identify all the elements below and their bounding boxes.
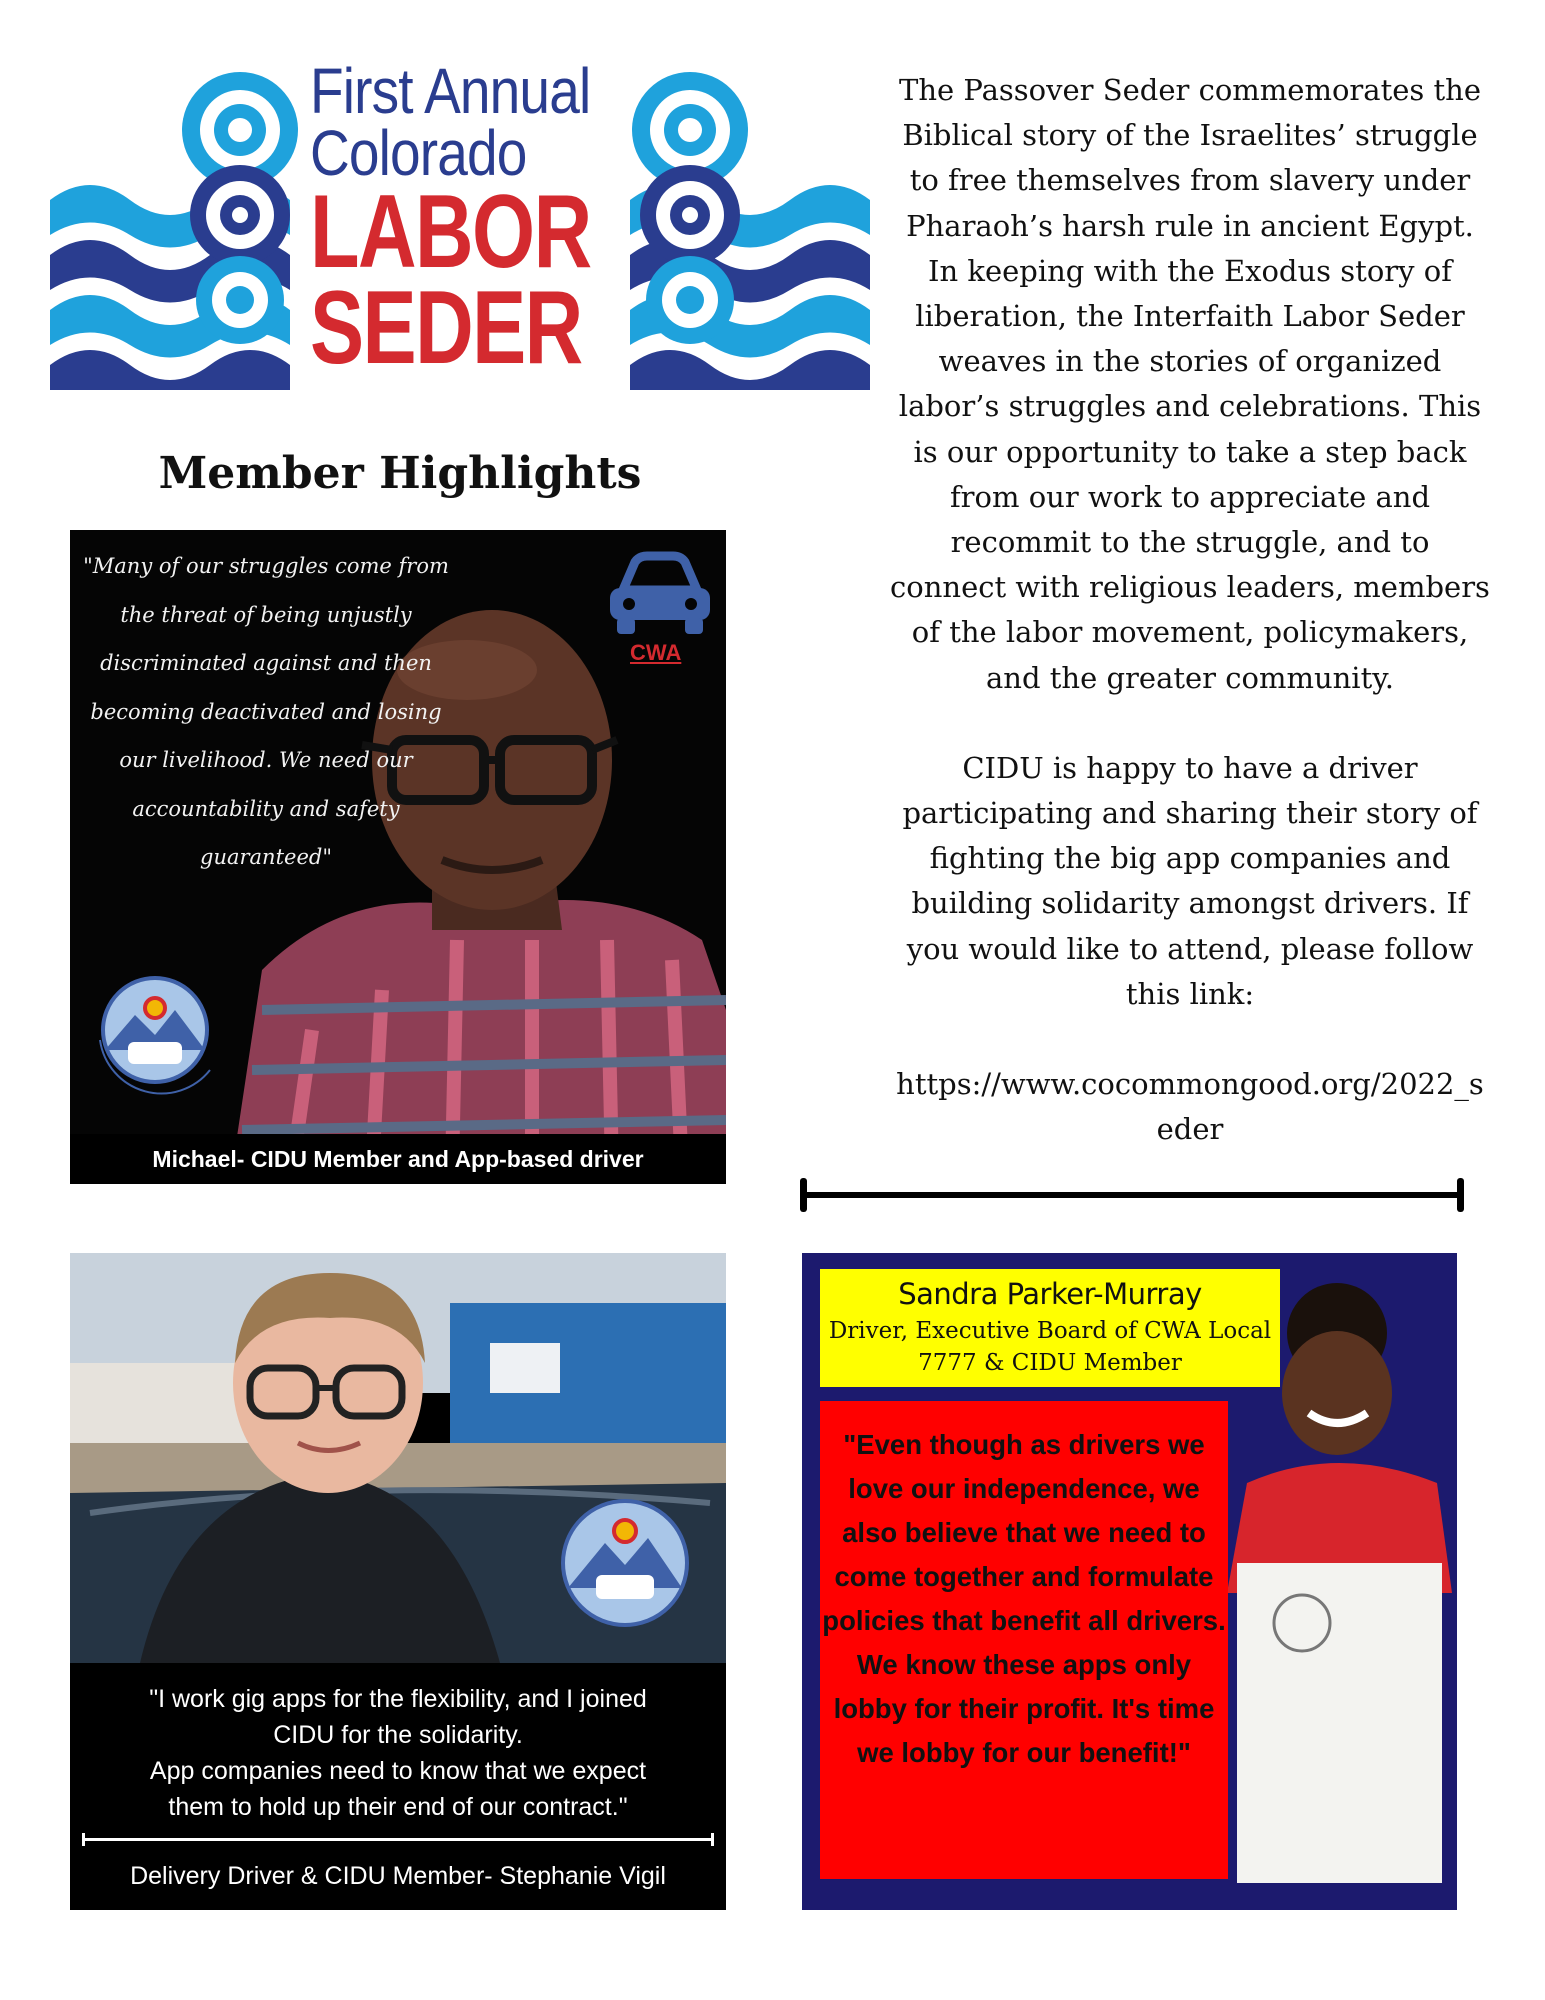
car-icon [605,550,715,640]
cwa-logo: CWA [630,640,682,665]
section-divider [800,1178,1464,1212]
member-card-michael [70,530,726,1184]
stephanie-caption: Delivery Driver & CIDU Member- Stephanie Vigil [130,1862,666,1890]
logo-colorado: Colorado [310,117,527,189]
sandra-quote: "Even though as drivers we love our independence, we also believe that we need to come together and formulate policies that benefit all drivers. We know these apps only lobby for their profit. It's time we lobby for our benefit!" [820,1401,1228,1879]
caption-rule [82,1838,714,1841]
labor-seder-logo [50,55,870,410]
sandra-role: Driver, Executive Board of CWA Local 7777 & CIDU Member [828,1318,1272,1376]
intro-paragraph-2: CIDU is happy to have a driver participating and sharing their story of fighting the big app companies and building solidarity amongst drivers. If you would like to attend, please follow this link: [902,750,1478,1011]
logo-labor: LABOR [310,174,591,290]
sandra-name: Sandra Parker-Murray [898,1277,1202,1311]
section-title: Member Highlights [158,448,642,499]
cidu-badge-icon [550,1493,700,1643]
intro-paragraph-1: The Passover Seder commemorates the Biblical story of the Israelites’ struggle to free themselves from slavery under Pharaoh’s harsh rule in ancient Egypt. In keeping with the Exodus story of liberation, the Interfaith Labor Seder weaves in the stories of organized labor’s struggles and celebrations. This is our opportunity to take a step back from our work to appreciate and recommit to the struggle, and to connect with religious leaders, members of the labor movement, policymakers, and the greater community. [890,73,1490,695]
stephanie-quote [70,1681,726,1825]
intro-text [890,68,1490,1197]
stephanie-quote-line-3: App companies need to know that we expect [149,1757,647,1785]
right-waves [630,72,870,390]
logo-first-annual: First Annual [310,55,591,127]
left-waves [50,72,298,390]
logo-wordmark [310,55,650,386]
stephanie-quote-line-1: "I work gig apps for the flexibility, and I joined [149,1685,647,1713]
michael-caption: Michael- CIDU Member and App-based driver [70,1134,726,1184]
member-card-stephanie [70,1253,726,1910]
stephanie-quote-line-4: them to hold up their end of our contract." [168,1793,628,1821]
stephanie-quote-line-2: CIDU for the solidarity. [273,1721,523,1749]
member-card-sandra [802,1253,1457,1910]
seder-link[interactable]: https://www.cocommongood.org/2022_seder [896,1067,1484,1147]
cidu-badge-icon [80,970,220,1110]
michael-quote: "Many of our struggles come from the threat of being unjustly discriminated against and then becoming deactivated and losing our livelihood. We need our accountability and safety guaranteed" [83,554,449,869]
logo-seder: SEDER [310,270,582,386]
sandra-name-box [820,1269,1280,1387]
